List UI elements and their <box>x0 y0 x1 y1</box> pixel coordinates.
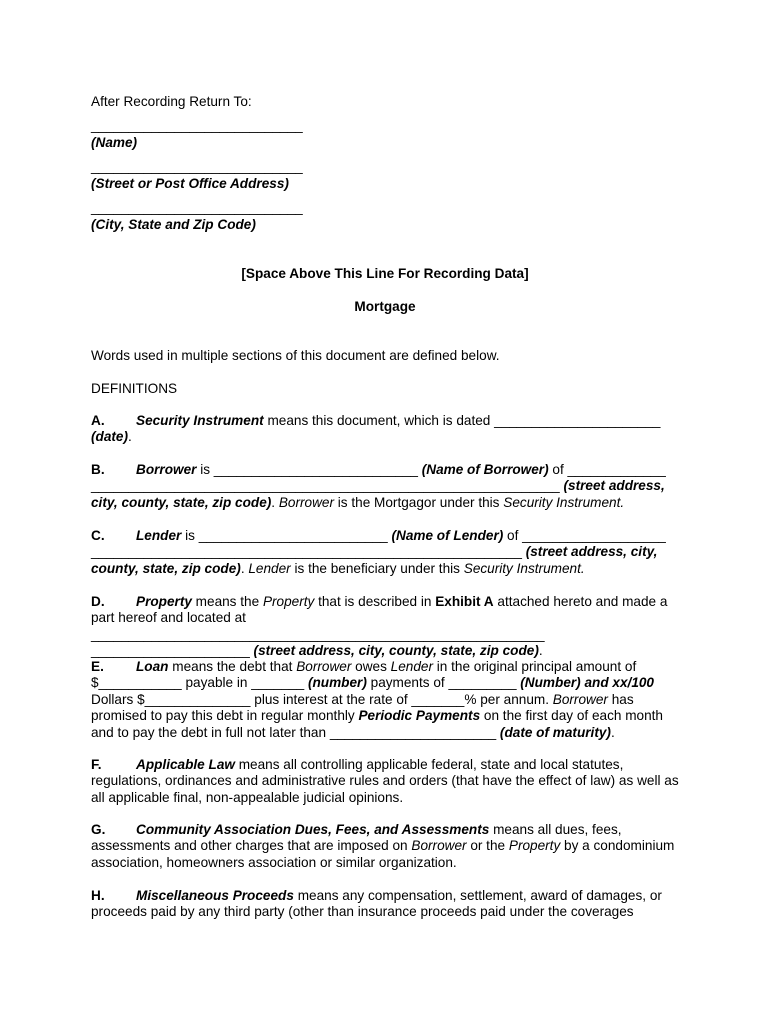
text: of ___________________ _________________________________________________________ <box>91 528 666 560</box>
text: means all dues, fees, assessments and other charges that are imposed on <box>91 822 622 854</box>
term: Property <box>508 838 561 854</box>
text: is ___________________________ <box>196 462 422 477</box>
definitions-heading: DEFINITIONS <box>91 381 178 396</box>
text: . <box>538 643 543 659</box>
definition-letter: A. <box>91 413 105 428</box>
text: is _________________________ <box>181 528 392 543</box>
text: means any compensation, settlement, award of damages, or proceeds paid by any third party (other than insurance proceeds paid under the coverages <box>91 888 662 920</box>
definition-letter: G. <box>91 822 106 837</box>
name-label: (Name of Borrower) <box>421 462 549 477</box>
text: payments of _________ <box>366 675 521 691</box>
text: attached hereto and made a part hereof and located at ____________________________________________________________ _____________________ <box>91 594 668 659</box>
text: means this document, which is dated ______________________ <box>263 413 661 428</box>
address-label: (street address, city, county, state, zip code) <box>91 478 665 510</box>
name-label: (Name of Lender) <box>391 528 504 543</box>
definition-d <box>91 594 689 660</box>
text: means the debt that <box>168 659 297 674</box>
definition-letter: E. <box>91 659 104 674</box>
text: . <box>240 560 249 576</box>
term: Property <box>262 594 315 609</box>
text: . <box>128 429 132 445</box>
return-heading: After Recording Return To: <box>91 94 252 109</box>
term: Loan <box>136 659 169 674</box>
exhibit-label: Exhibit A <box>435 594 494 609</box>
maturity-label: (date of maturity) <box>499 724 611 740</box>
term: Periodic Payments <box>358 708 481 724</box>
text: or the <box>466 838 509 854</box>
text: means the <box>191 594 263 609</box>
address-label: (street address, city, county, state, zip code) <box>253 643 539 659</box>
intro-text: Words used in multiple sections of this document are defined below. <box>91 348 500 363</box>
city-line: ____________________________ <box>91 200 303 215</box>
text: owes <box>351 659 391 674</box>
term: Security Instrument. <box>463 560 585 576</box>
document-title: Mortgage <box>354 299 416 314</box>
text: Dollars $______________ plus interest at the rate of _______% per annum. <box>91 691 553 707</box>
date-label: (date) <box>91 429 129 445</box>
term: Borrower <box>136 462 197 477</box>
term: Property <box>136 594 192 609</box>
term: Borrower <box>552 691 608 707</box>
text: . <box>610 724 615 740</box>
term: Lender <box>248 560 291 576</box>
definition-f <box>91 757 689 806</box>
definition-c <box>91 528 689 577</box>
text: . <box>271 494 279 510</box>
term: Lender <box>390 659 433 674</box>
space-above-line: [Space Above This Line For Recording Data] <box>241 266 529 281</box>
definition-a <box>91 413 689 446</box>
term: Security Instrument <box>136 413 264 428</box>
text: by a condominium association, homeowners association or similar organization. <box>91 838 675 870</box>
term: Miscellaneous Proceeds <box>136 888 294 903</box>
text: in the original principal amount of $___________ payable in _______ <box>91 659 637 691</box>
definition-h <box>91 888 689 921</box>
term: Borrower <box>296 659 352 674</box>
definition-letter: H. <box>91 888 105 903</box>
term: Security Instrument. <box>503 494 625 510</box>
text: is the beneficiary under this <box>290 560 464 576</box>
definition-letter: F. <box>91 757 102 772</box>
number-xx-label: (Number) and xx/100 <box>520 675 654 691</box>
text: on the first day of each month and to pay the debt in full not later than ______________________ <box>91 708 663 740</box>
text: means all controlling applicable federal, state and local statutes, regulations, ordinances and administrative rules and orders (that have the effect of law) as well as all applicable final, non-appealable judicial opinions. <box>91 757 679 805</box>
definition-letter: C. <box>91 528 105 543</box>
term: Applicable Law <box>136 757 235 772</box>
name-label: (Name) <box>91 135 138 150</box>
street-label: (Street or Post Office Address) <box>91 176 289 191</box>
text: has promised to pay this debt in regular monthly <box>91 691 634 724</box>
street-line: ____________________________ <box>91 159 303 174</box>
definition-letter: B. <box>91 462 105 477</box>
name-line: ____________________________ <box>91 118 303 133</box>
term: Community Association Dues, Fees, and Assessments <box>136 822 490 837</box>
number-label: (number) <box>307 675 367 691</box>
definition-letter: D. <box>91 594 105 609</box>
definition-g <box>91 822 689 871</box>
term: Borrower <box>278 494 334 510</box>
city-label: (City, State and Zip Code) <box>91 217 256 232</box>
text: of _____________ ______________________________________________________________ <box>91 462 666 494</box>
term: Borrower <box>411 838 467 854</box>
text: that is described in <box>314 594 436 609</box>
definition-b <box>91 462 689 511</box>
definition-e <box>91 659 689 741</box>
address-label: (street address, city, county, state, zip code) <box>91 544 658 576</box>
text: is the Mortgagor under this <box>334 494 504 510</box>
term: Lender <box>136 528 182 543</box>
